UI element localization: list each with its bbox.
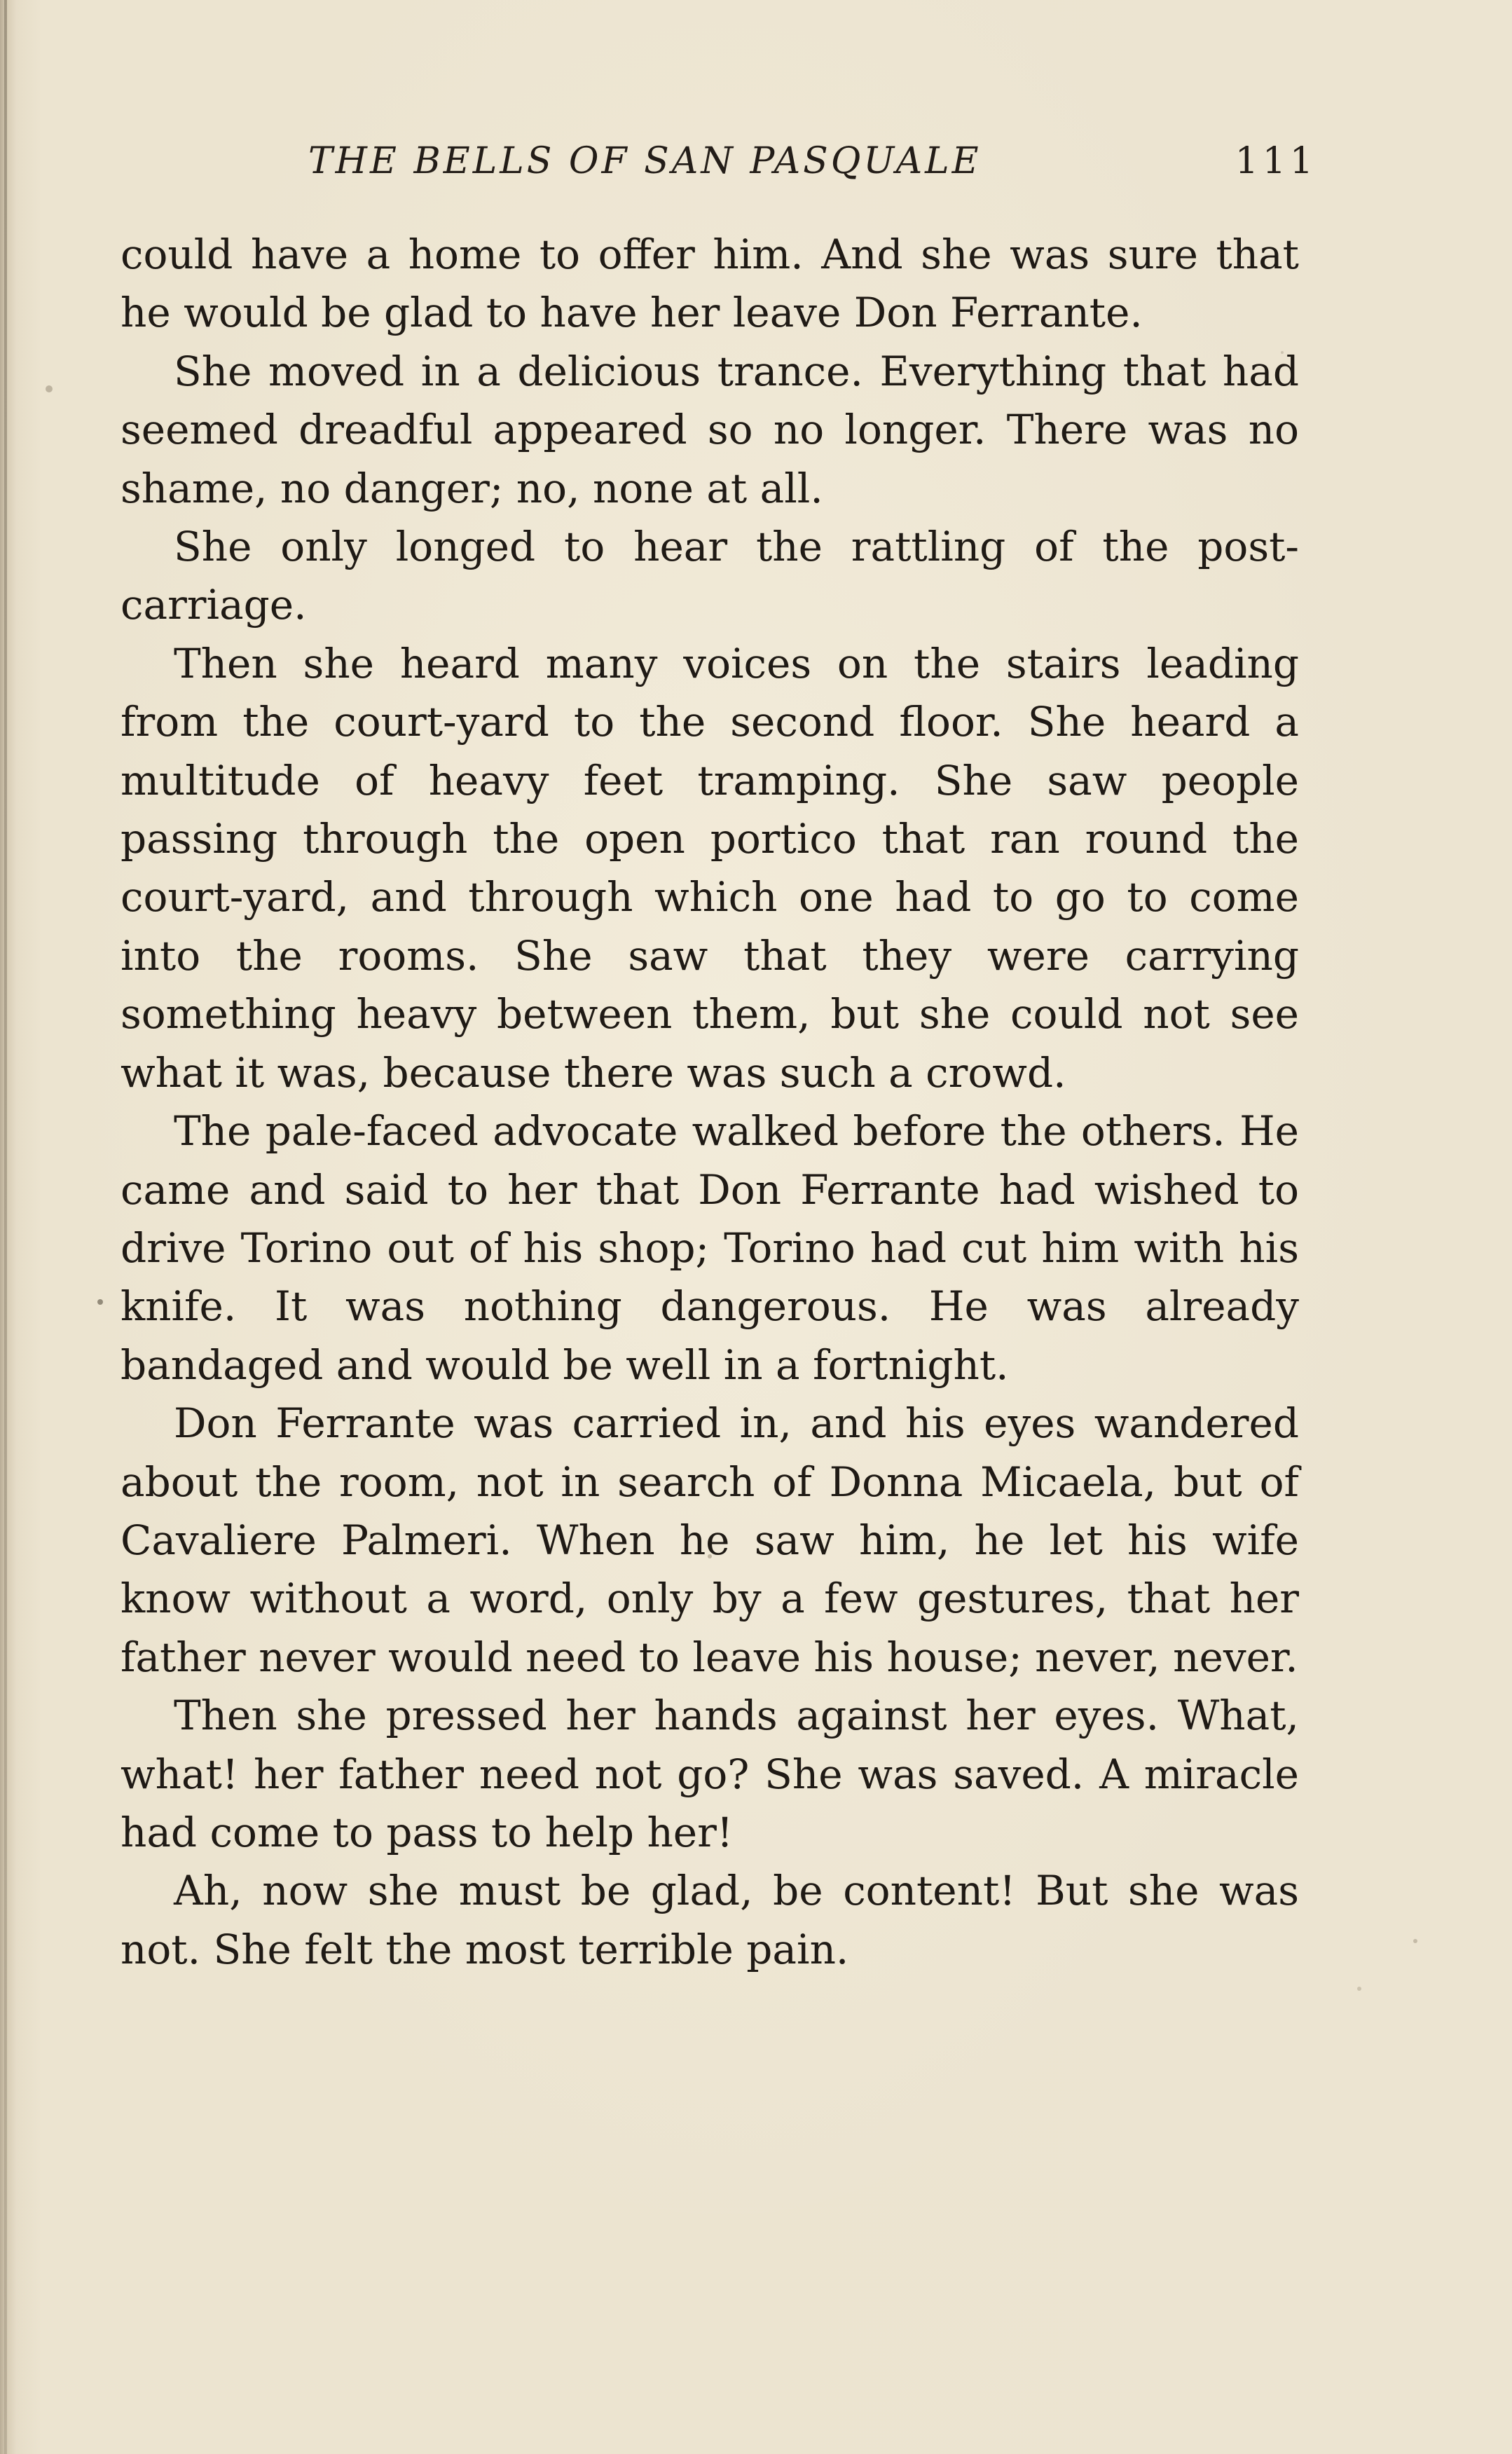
running-title: THE BELLS OF SAN PASQUALE — [308, 140, 982, 182]
paragraph: Don Ferrante was carried in, and his eyes wandered about the room, not in search of Donna Micaela, but of Cavaliere Palmeri. When he saw him, he let his wife know without a word, only by a few gestures, that her father never would need to leave his house; never, never. — [121, 1399, 1299, 1681]
speck — [1357, 1987, 1361, 1991]
paragraph: She moved in a delicious trance. Everything that had seemed dreadful appeared so no longer. There was no shame, no danger; no, none at all. — [121, 347, 1299, 512]
speck — [97, 1299, 103, 1305]
paragraph: The pale-faced advocate walked before the others. He came and said to her that Don Ferrante had wished to drive Torino out of his shop; Torino had cut him with his knife. It was nothing dangerous. He was already bandaged and would be well in a fortnight. — [121, 1107, 1299, 1389]
paragraph: She only longed to hear the rattling of the post-carriage. — [121, 523, 1299, 629]
paragraph: Then she heard many voices on the stairs leading from the court-yard to the second floor. She heard a multitude of heavy feet tramping. She saw people passing through the open portico that ran round the court-yard, and through which one had to go to come into the rooms. She saw that they were carrying something heavy between them, but she could not see what it was, because there was such a crowd. — [121, 639, 1299, 1097]
running-header — [308, 133, 1317, 189]
speck — [1413, 1939, 1417, 1943]
text-body — [121, 226, 1299, 1979]
paragraph: could have a home to offer him. And she was sure that he would be glad to have her leave Don Ferrante. — [121, 231, 1299, 337]
paragraph: Then she pressed her hands against her eyes. What, what! her father need not go? She was saved. A miracle had come to pass to help her! — [121, 1692, 1299, 1856]
page-number: 111 — [1235, 140, 1317, 182]
paragraph: Ah, now she must be glad, be content! But she was not. She felt the most terrible pain. — [121, 1867, 1299, 1973]
speck — [46, 385, 53, 392]
